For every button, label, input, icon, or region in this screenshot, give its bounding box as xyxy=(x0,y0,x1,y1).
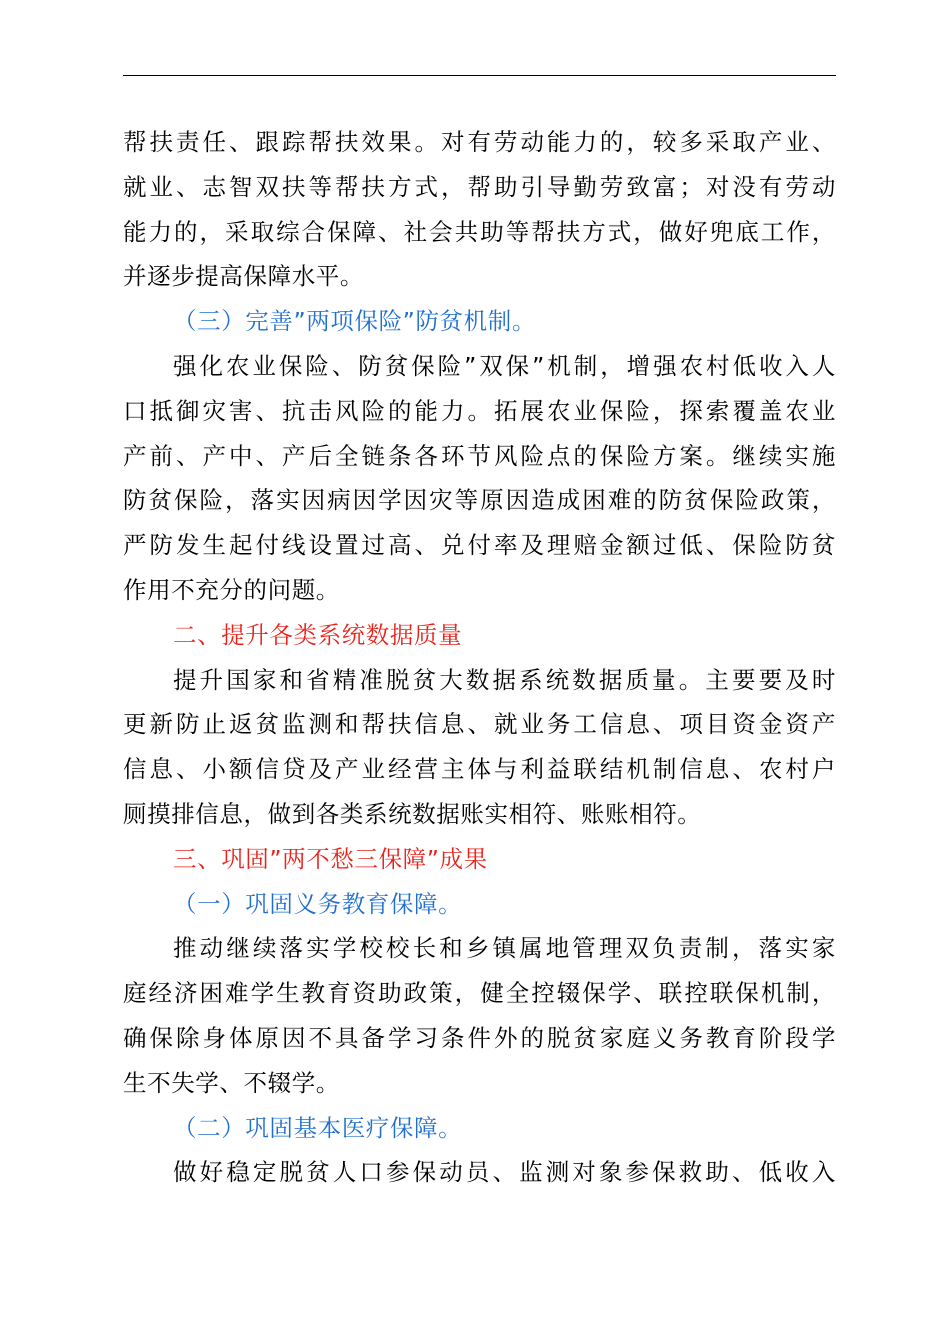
heading-data-quality: 二、提升各类系统数据质量 xyxy=(173,620,463,649)
body-line: 信息、小额信贷及产业经营主体与利益联结机制信息、农村户 xyxy=(123,755,836,784)
body-line: 庭经济困难学生教育资助政策，健全控辍保学、联控联保机制， xyxy=(123,979,836,1008)
body-line: 严防发生起付线设置过高、兑付率及理赔金额过低、保险防贫 xyxy=(123,531,836,560)
body-line: 就业、志智双扶等帮扶方式，帮助引导勤劳致富；对没有劳动 xyxy=(123,172,836,201)
body-line: 防贫保险，落实因病因学因灾等原因造成困难的防贫保险政策， xyxy=(123,486,836,515)
body-line: 强化农业保险、防贫保险”双保”机制，增强农村低收入人 xyxy=(173,351,836,380)
body-line: 提升国家和省精准脱贫大数据系统数据质量。主要要及时 xyxy=(173,665,836,694)
body-line: 帮扶责任、跟踪帮扶效果。对有劳动能力的，较多采取产业、 xyxy=(123,128,836,156)
header-rule xyxy=(123,75,836,76)
body-line: 更新防止返贫监测和帮扶信息、就业务工信息、项目资金资产 xyxy=(123,710,836,739)
body-line: 作用不充分的问题。 xyxy=(123,575,340,604)
body-line: 厕摸排信息，做到各类系统数据账实相符、账账相符。 xyxy=(123,799,702,828)
body-line: 确保除身体原因不具备学习条件外的脱贫家庭义务教育阶段学 xyxy=(123,1023,836,1052)
body-line: 产前、产中、产后全链条各环节风险点的保险方案。继续实施 xyxy=(123,441,836,470)
subheading-medical: （二）巩固基本医疗保障。 xyxy=(173,1113,463,1142)
document-body xyxy=(123,120,836,1195)
body-line: 做好稳定脱贫人口参保动员、监测对象参保救助、低收入 xyxy=(173,1158,836,1187)
subheading-education: （一）巩固义务教育保障。 xyxy=(173,889,463,918)
body-line: 并逐步提高保障水平。 xyxy=(123,262,364,291)
heading-two-three-guarantees: 三、巩固”两不愁三保障”成果 xyxy=(173,844,488,873)
subheading-insurance: （三）完善”两项保险”防贫机制。 xyxy=(173,307,536,336)
body-line: 口抵御灾害、抗击风险的能力。拓展农业保险，探索覆盖农业 xyxy=(123,396,836,425)
body-line: 能力的，采取综合保障、社会共助等帮扶方式，做好兜底工作， xyxy=(123,217,836,246)
body-line: 推动继续落实学校校长和乡镇属地管理双负责制，落实家 xyxy=(173,934,836,963)
body-line: 生不失学、不辍学。 xyxy=(123,1068,340,1097)
